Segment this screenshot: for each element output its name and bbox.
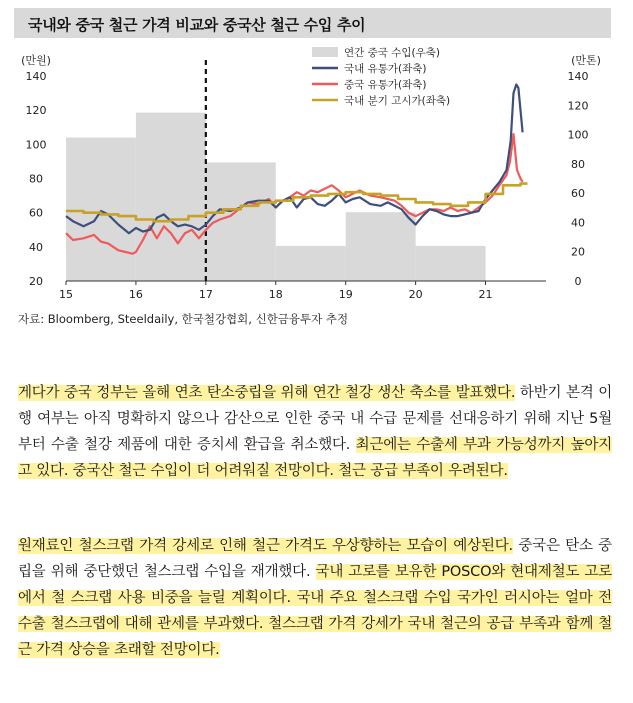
chart-title: 국내와 중국 철근 가격 비교와 중국산 철근 수입 추이 (28, 16, 366, 34)
import-bar-18 (276, 246, 346, 281)
sentence-1-2: 하반기 본격 이행 여부는 아직 명확하지 않으나 감산으로 인한 중국 내 수급 문제를 선대응하기 위해 지난 5월부터 수출 철강 제품에 대한 증치세 환급을 취소했다. (18, 385, 613, 453)
left-tick-label-60: 60 (29, 206, 43, 220)
x-tick-label-16: 16 (128, 288, 143, 301)
import-bar-20 (416, 246, 486, 281)
legend-swatch-imports (312, 47, 338, 57)
highlighted-sentence-2-1: 원재료인 철스크랩 가격 강세로 인해 철근 가격도 우상향하는 모습이 예상된다. (18, 538, 513, 554)
right-tick-label-40: 40 (571, 216, 585, 230)
right-tick-label-0: 0 (574, 275, 582, 288)
right-tick-label-80: 80 (571, 157, 585, 171)
x-tick-label-18: 18 (268, 288, 283, 301)
highlighted-sentence-2-3: 국내 고로를 보유한 POSCO와 현대제철도 고로에서 철 스크랩 사용 비중을 늘릴 계획이다. 국내 주요 철스크랩 수입 국가인 러시아는 얼마 전 수출 철스크랩에 대해 관세를 부과했다. 철스크랩 가격 강세가 국내 철근의 공급 부족과 함께 철근 가격 상승을 초래할 전망이다. (18, 564, 612, 658)
x-tick-label-21: 21 (478, 288, 493, 301)
chart-plot (21, 46, 601, 301)
import-bar-16 (136, 113, 206, 281)
paragraph-1 (18, 380, 612, 484)
left-tick-label-80: 80 (29, 172, 43, 186)
right-tick-label-100: 100 (567, 128, 589, 142)
left-tick-label-20: 20 (29, 275, 43, 288)
highlighted-sentence-1-3: 최근에는 수출세 부과 가능성까지 높아지고 있다. 중국산 철근 수입이 더 어려워질 전망이다. 철근 공급 부족이 우려된다. (18, 437, 612, 479)
x-tick-label-17: 17 (198, 288, 213, 301)
left-tick-label-120: 120 (25, 104, 47, 118)
right-tick-label-120: 120 (567, 99, 589, 113)
legend-label-notice: 국내 분기 고시가(좌축) (344, 95, 451, 107)
left-tick-label-40: 40 (29, 240, 43, 254)
x-tick-label-20: 20 (408, 288, 423, 301)
legend-label-bars: 연간 중국 수입(우축) (344, 47, 441, 59)
right-tick-label-20: 20 (571, 245, 585, 259)
import-bar-15 (66, 138, 136, 282)
paragraph-2 (18, 533, 612, 663)
import-bar-19 (346, 212, 416, 281)
right-tick-label-140: 140 (567, 70, 589, 83)
x-tick-label-19: 19 (338, 288, 353, 301)
sentence-2-2: 중국은 탄소 중립을 위해 중단했던 철스크랩 수입을 재개했다. (18, 538, 612, 580)
right-axis-unit: (만톤) (571, 54, 601, 67)
left-axis-unit: (만원) (21, 54, 51, 67)
highlighted-sentence-1-1: 게다가 중국 정부는 올해 연초 탄소중립을 위해 연간 철강 생산 축소를 발표했다. (18, 385, 516, 401)
right-tick-label-60: 60 (571, 187, 585, 201)
chart-area (0, 38, 633, 308)
legend-label-china: 중국 유통가(좌축) (344, 79, 427, 91)
x-tick-label-15: 15 (59, 288, 73, 301)
left-tick-label-100: 100 (25, 138, 47, 152)
title-bar (14, 8, 611, 38)
source-note: 자료: Bloomberg, Steeldaily, 한국철강협회, 신한금융투자 추정 (18, 312, 349, 326)
legend-label-domestic: 국내 유통가(좌축) (344, 63, 427, 75)
left-tick-label-140: 140 (25, 70, 47, 83)
